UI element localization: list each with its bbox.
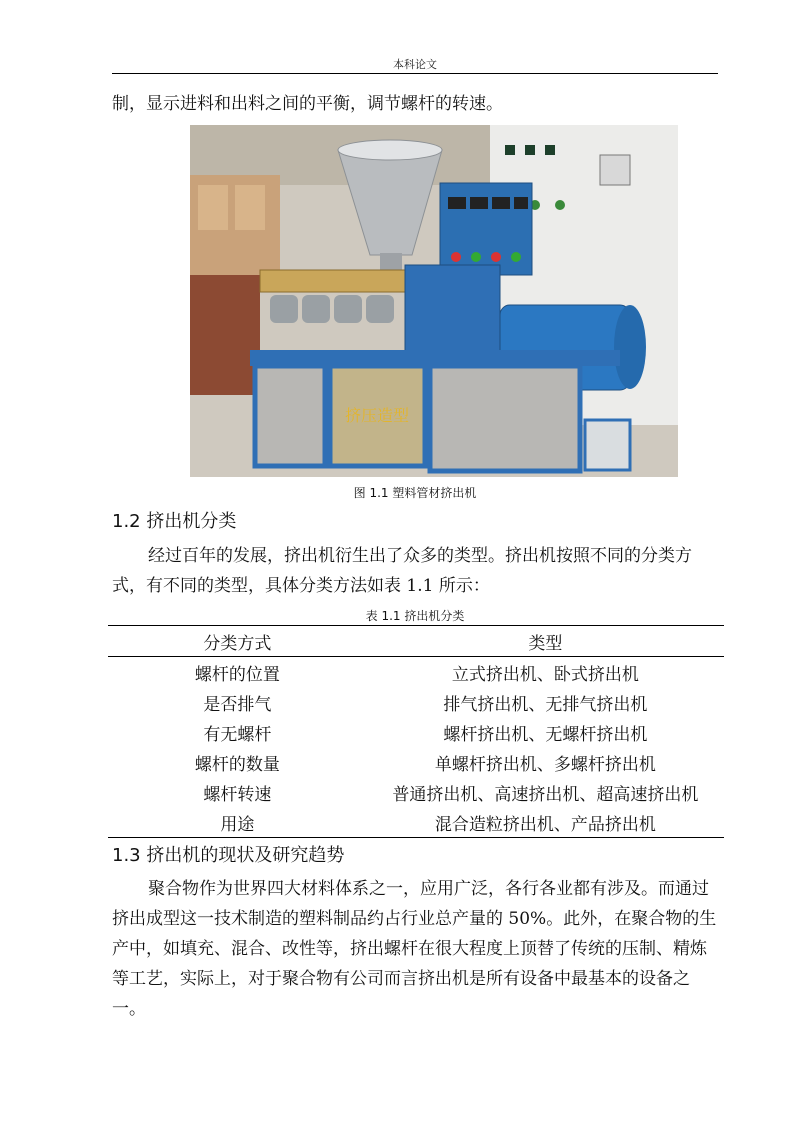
- classification-table: [108, 625, 724, 838]
- section-heading-1-3: 1.3 挤出机的现状及研究趋势: [112, 845, 345, 866]
- table-row: [108, 717, 724, 747]
- table-cell-type: 普通挤出机、高速挤出机、超高速挤出机: [392, 784, 699, 805]
- figure-extruder-photo: [190, 125, 678, 477]
- table-row: [108, 807, 724, 838]
- table-cell-type: 立式挤出机、卧式挤出机: [451, 664, 639, 685]
- table-cell-method: 螺杆的位置: [194, 664, 280, 685]
- table-cell-method: 螺杆转速: [203, 784, 272, 805]
- table-row: [108, 687, 724, 717]
- intro-paragraph: 制，显示进料和出料之间的平衡，调节螺杆的转速。: [112, 94, 503, 114]
- table-row: [108, 777, 724, 807]
- table-row: [108, 657, 724, 688]
- table-cell-type: 单螺杆挤出机、多螺杆挤出机: [434, 754, 656, 775]
- table-cell-method: 有无螺杆: [203, 724, 272, 745]
- table-cell-type: 螺杆挤出机、无螺杆挤出机: [443, 724, 648, 745]
- header-rule: [112, 73, 718, 74]
- table-row: [108, 747, 724, 777]
- machine-label: 挤压造型: [344, 406, 410, 425]
- table-cell-method: 用途: [108, 807, 367, 838]
- extruder-illustration: [190, 125, 678, 477]
- table-cell-method: 是否排气: [203, 694, 272, 715]
- table-header-row: [108, 626, 724, 657]
- table-header-method: 分类方式: [108, 626, 367, 657]
- table-cell-type: 排气挤出机、无排气挤出机: [443, 694, 648, 715]
- table-header-type: 类型: [367, 626, 724, 657]
- table-cell-method: 螺杆的数量: [194, 754, 280, 775]
- section-1-2-paragraph: 经过百年的发展，挤出机衍生出了众多的类型。挤出机按照不同的分类方式，有不同的类型，具体分类方法如表 1.1 所示：: [112, 546, 692, 596]
- table-title: 表 1.1 挤出机分类: [365, 609, 465, 623]
- section-1-3-paragraph: 聚合物作为世界四大材料体系之一，应用广泛，各行各业都有涉及。而通过挤出成型这一技术制造的塑料制品约占行业总产量的 50%。此外，在聚合物的生产中，如填充、混合、改性等，挤出螺杆在很大程度上顶替了传统的压制、精炼等工艺，实际上，对于聚合物有公司而言挤出机是所有设备中最基本的设备之一。: [112, 879, 717, 1019]
- section-heading-1-2: 1.2 挤出机分类: [112, 511, 237, 532]
- running-header: 本科论文: [393, 58, 437, 71]
- table-cell-type: 混合造粒挤出机、产品挤出机: [367, 807, 724, 838]
- figure-caption: 图 1.1 塑料管材挤出机: [353, 486, 477, 500]
- classification-table-wrap: [108, 625, 724, 838]
